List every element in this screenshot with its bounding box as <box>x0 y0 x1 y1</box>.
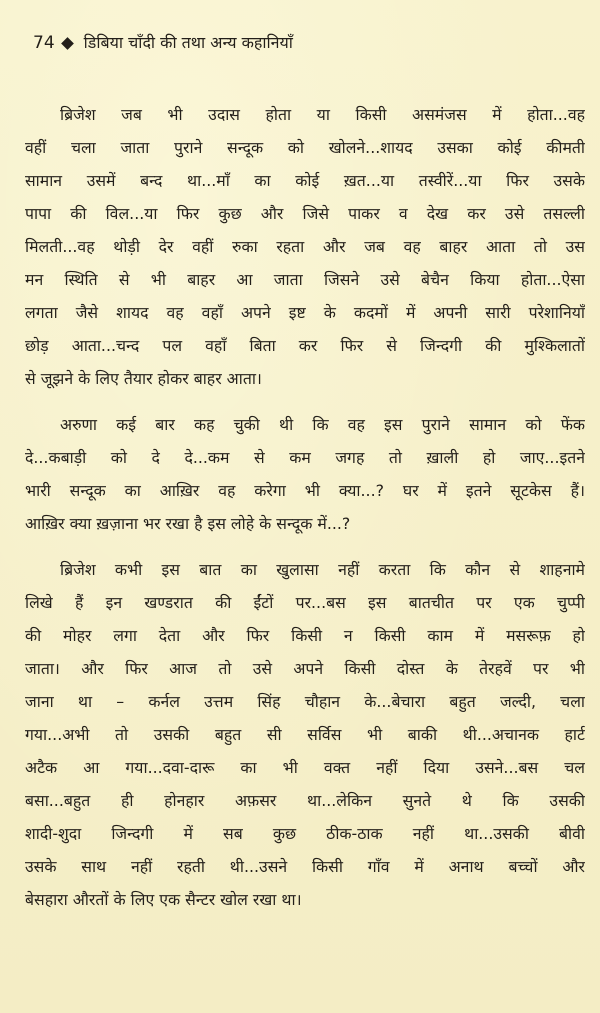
body-text <box>25 98 585 916</box>
paragraph-line: आख़िर क्या ख़ज़ाना भर रखा है इस लोहे के सन्दूक में...? <box>25 514 351 533</box>
paragraph-line: लिखे हैं इन खण्डरात की ईंटों पर...बस इस बातचीत पर एक चुप्पी <box>25 593 585 612</box>
paragraph-line: जाता। और फिर आज तो उसे अपने किसी दोस्त के तेरहवें पर भी <box>25 659 585 678</box>
paragraph-line: जाना था – कर्नल उत्तम सिंह चौहान के...बेचारा बहुत जल्दी, चला <box>25 692 585 711</box>
paragraph-line: लगता जैसे शायद वह वहाँ अपने इष्ट के कदमों में अपनी सारी परेशानियाँ <box>25 303 585 322</box>
paragraph-line: अरुणा कई बार कह चुकी थी कि वह इस पुराने सामान को फेंक <box>60 415 585 434</box>
paragraph-line: वहीं चला जाता पुराने सन्दूक को खोलने...शायद उसका कोई कीमती <box>25 138 585 157</box>
paragraph-line: उसके साथ नहीं रहती थी...उसने किसी गाँव में अनाथ बच्चों और <box>25 857 585 876</box>
paragraph-2 <box>25 408 585 540</box>
paragraph-line: भारी सन्दूक का आख़िर वह करेगा भी क्या...? घर में इतने सूटकेस हैं। <box>25 481 585 500</box>
paragraph-1 <box>25 98 585 395</box>
page-number: 74 <box>33 33 55 53</box>
paragraph-line: ब्रिजेश जब भी उदास होता या किसी असमंजस में होता...वह <box>60 105 585 124</box>
paragraph-line: अटैक आ गया...दवा-दारू का भी वक्त नहीं दिया उसने...बस चल <box>25 758 585 777</box>
paragraph-line: की मोहर लगा देता और फिर किसी न किसी काम में मसरूफ़ हो <box>25 626 585 645</box>
paragraph-line: शादी-शुदा जिन्दगी में सब कुछ ठीक-ठाक नहीं था...उसकी बीवी <box>25 824 585 843</box>
diamond-icon <box>61 37 74 50</box>
paragraph-line: पापा की विल...या फिर कुछ और जिसे पाकर व देख कर उसे तसल्ली <box>25 204 585 223</box>
page-header <box>33 30 293 56</box>
paragraph-line: बेसहारा औरतों के लिए एक सैन्टर खोल रखा था। <box>25 890 302 909</box>
paragraph-line: गया...अभी तो उसकी बहुत सी सर्विस भी बाकी थी...अचानक हार्ट <box>25 725 585 744</box>
book-title: डिबिया चाँदी की तथा अन्य कहानियाँ <box>83 33 293 52</box>
paragraph-line: दे...कबाड़ी को दे दे...कम से कम जगह तो ख़ाली हो जाए...इतने <box>25 448 585 467</box>
paragraph-line: मन स्थिति से भी बाहर आ जाता जिसने उसे बेचैन किया होता...ऐसा <box>25 270 585 289</box>
paragraph-line: सामान उसमें बन्द था...माँ का कोई ख़त...या तस्वीरें...या फिर उसके <box>25 171 585 190</box>
paragraph-line: से जूझने के लिए तैयार होकर बाहर आता। <box>25 369 262 388</box>
paragraph-line: ब्रिजेश कभी इस बात का खुलासा नहीं करता कि कौन से शाहनामे <box>60 560 585 579</box>
paragraph-3 <box>25 553 585 916</box>
paragraph-spacer <box>25 540 585 553</box>
paragraph-spacer <box>25 395 585 408</box>
paragraph-line: बसा...बहुत ही होनहार अफ़सर था...लेकिन सुनते थे कि उसकी <box>25 791 585 810</box>
paragraph-line: मिलती...वह थोड़ी देर वहीं रुका रहता और जब वह बाहर आता तो उस <box>25 237 585 256</box>
paragraph-line: छोड़ आता...चन्द पल वहाँ बिता कर फिर से जिन्दगी की मुश्किलातों <box>25 336 585 355</box>
